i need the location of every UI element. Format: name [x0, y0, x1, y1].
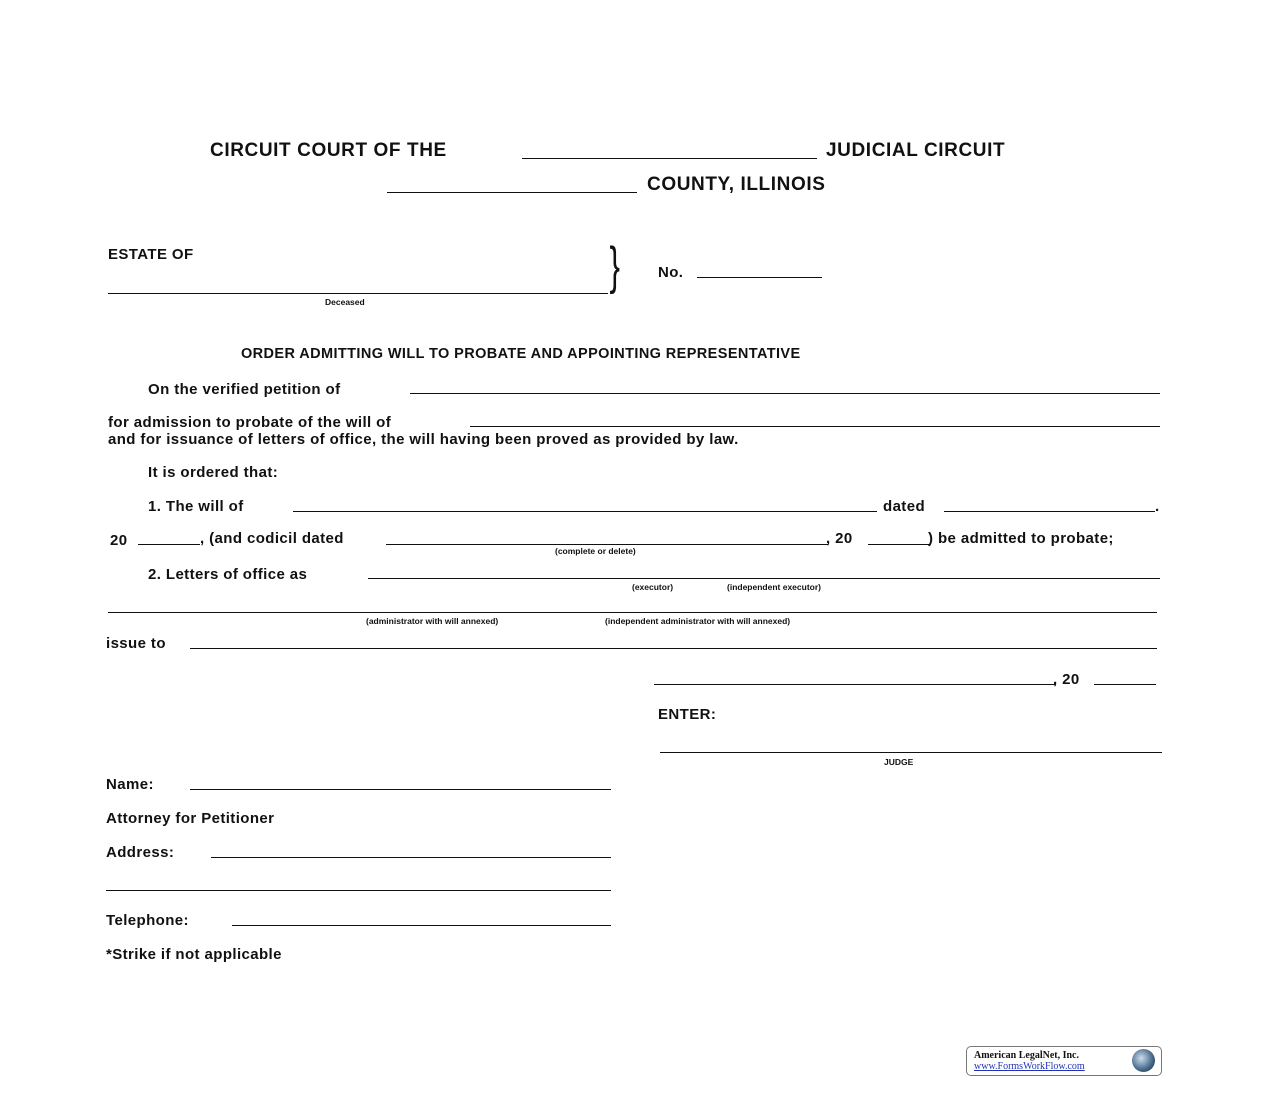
name-label: Name: [106, 776, 154, 793]
circuit-heading: JUDICIAL CIRCUIT [826, 140, 1006, 161]
will-date-line[interactable] [944, 511, 1155, 512]
period: . [1155, 498, 1160, 515]
codicil-date-line[interactable] [386, 544, 828, 545]
executor-option: (executor) [632, 582, 674, 592]
issue-to-line[interactable] [190, 648, 1157, 649]
county-line[interactable] [387, 192, 637, 193]
dated-label: dated [883, 498, 926, 515]
item1-label: 1. The will of [148, 498, 244, 515]
entry-date-line[interactable] [654, 684, 1055, 685]
issuance-text: and for issuance of letters of office, the will having been proved as provided by law. [108, 431, 739, 448]
independent-administrator-option: (independent administrator with will annexed) [605, 616, 791, 626]
entry-year-line[interactable] [1094, 684, 1156, 685]
petitioner-line[interactable] [410, 393, 1160, 394]
order-title: ORDER ADMITTING WILL TO PROBATE AND APPOINTING REPRESENTATIVE [241, 346, 801, 362]
letters-line[interactable] [368, 578, 1160, 579]
deceased-label: Deceased [325, 297, 365, 307]
letters-line-2[interactable] [108, 612, 1157, 613]
complete-delete-note: (complete or delete) [555, 546, 636, 556]
logo-url-link[interactable]: www.FormsWorkFlow.com [974, 1061, 1085, 1072]
county-heading: COUNTY, ILLINOIS [647, 174, 826, 195]
will-year-line[interactable] [138, 544, 200, 545]
telephone-label: Telephone: [106, 912, 189, 929]
will-of-line[interactable] [470, 426, 1160, 427]
court-heading: CIRCUIT COURT OF THE [210, 140, 447, 161]
brace-divider: } [609, 237, 620, 295]
judge-label: JUDGE [884, 757, 914, 767]
case-no-label: No. [658, 264, 684, 281]
address-line[interactable] [211, 857, 611, 858]
petition-label: On the verified petition of [148, 381, 341, 398]
case-no-line[interactable] [697, 277, 822, 278]
independent-executor-option: (independent executor) [727, 582, 821, 592]
codicil-year-prefix: , 20 [826, 530, 853, 547]
administrator-option: (administrator with will annexed) [366, 616, 499, 626]
codicil-label: , (and codicil dated [200, 530, 344, 547]
telephone-line[interactable] [232, 925, 611, 926]
year-prefix: 20 [110, 532, 128, 549]
codicil-year-line[interactable] [868, 544, 930, 545]
american-legalnet-logo [966, 1046, 1162, 1076]
logo-company: American LegalNet, Inc. [974, 1050, 1079, 1061]
will-of-name-line[interactable] [293, 511, 877, 512]
circuit-number-line[interactable] [522, 158, 817, 159]
admission-label: for admission to probate of the will of [108, 414, 392, 431]
admitted-text: ) be admitted to probate; [928, 530, 1114, 547]
estate-of-label: ESTATE OF [108, 246, 194, 263]
name-line[interactable] [190, 789, 611, 790]
attorney-for-label: Attorney for Petitioner [106, 810, 275, 827]
enter-label: ENTER: [658, 706, 717, 723]
address-label: Address: [106, 844, 175, 861]
strike-note: *Strike if not applicable [106, 946, 282, 963]
address-line-2[interactable] [106, 890, 611, 891]
judge-signature-line[interactable] [660, 752, 1162, 753]
ordered-text: It is ordered that: [148, 464, 279, 481]
estate-name-line[interactable] [108, 293, 608, 294]
item2-label: 2. Letters of office as [148, 566, 308, 583]
globe-icon [1132, 1049, 1155, 1072]
issue-to-label: issue to [106, 635, 166, 652]
entry-year-prefix: , 20 [1053, 671, 1080, 688]
